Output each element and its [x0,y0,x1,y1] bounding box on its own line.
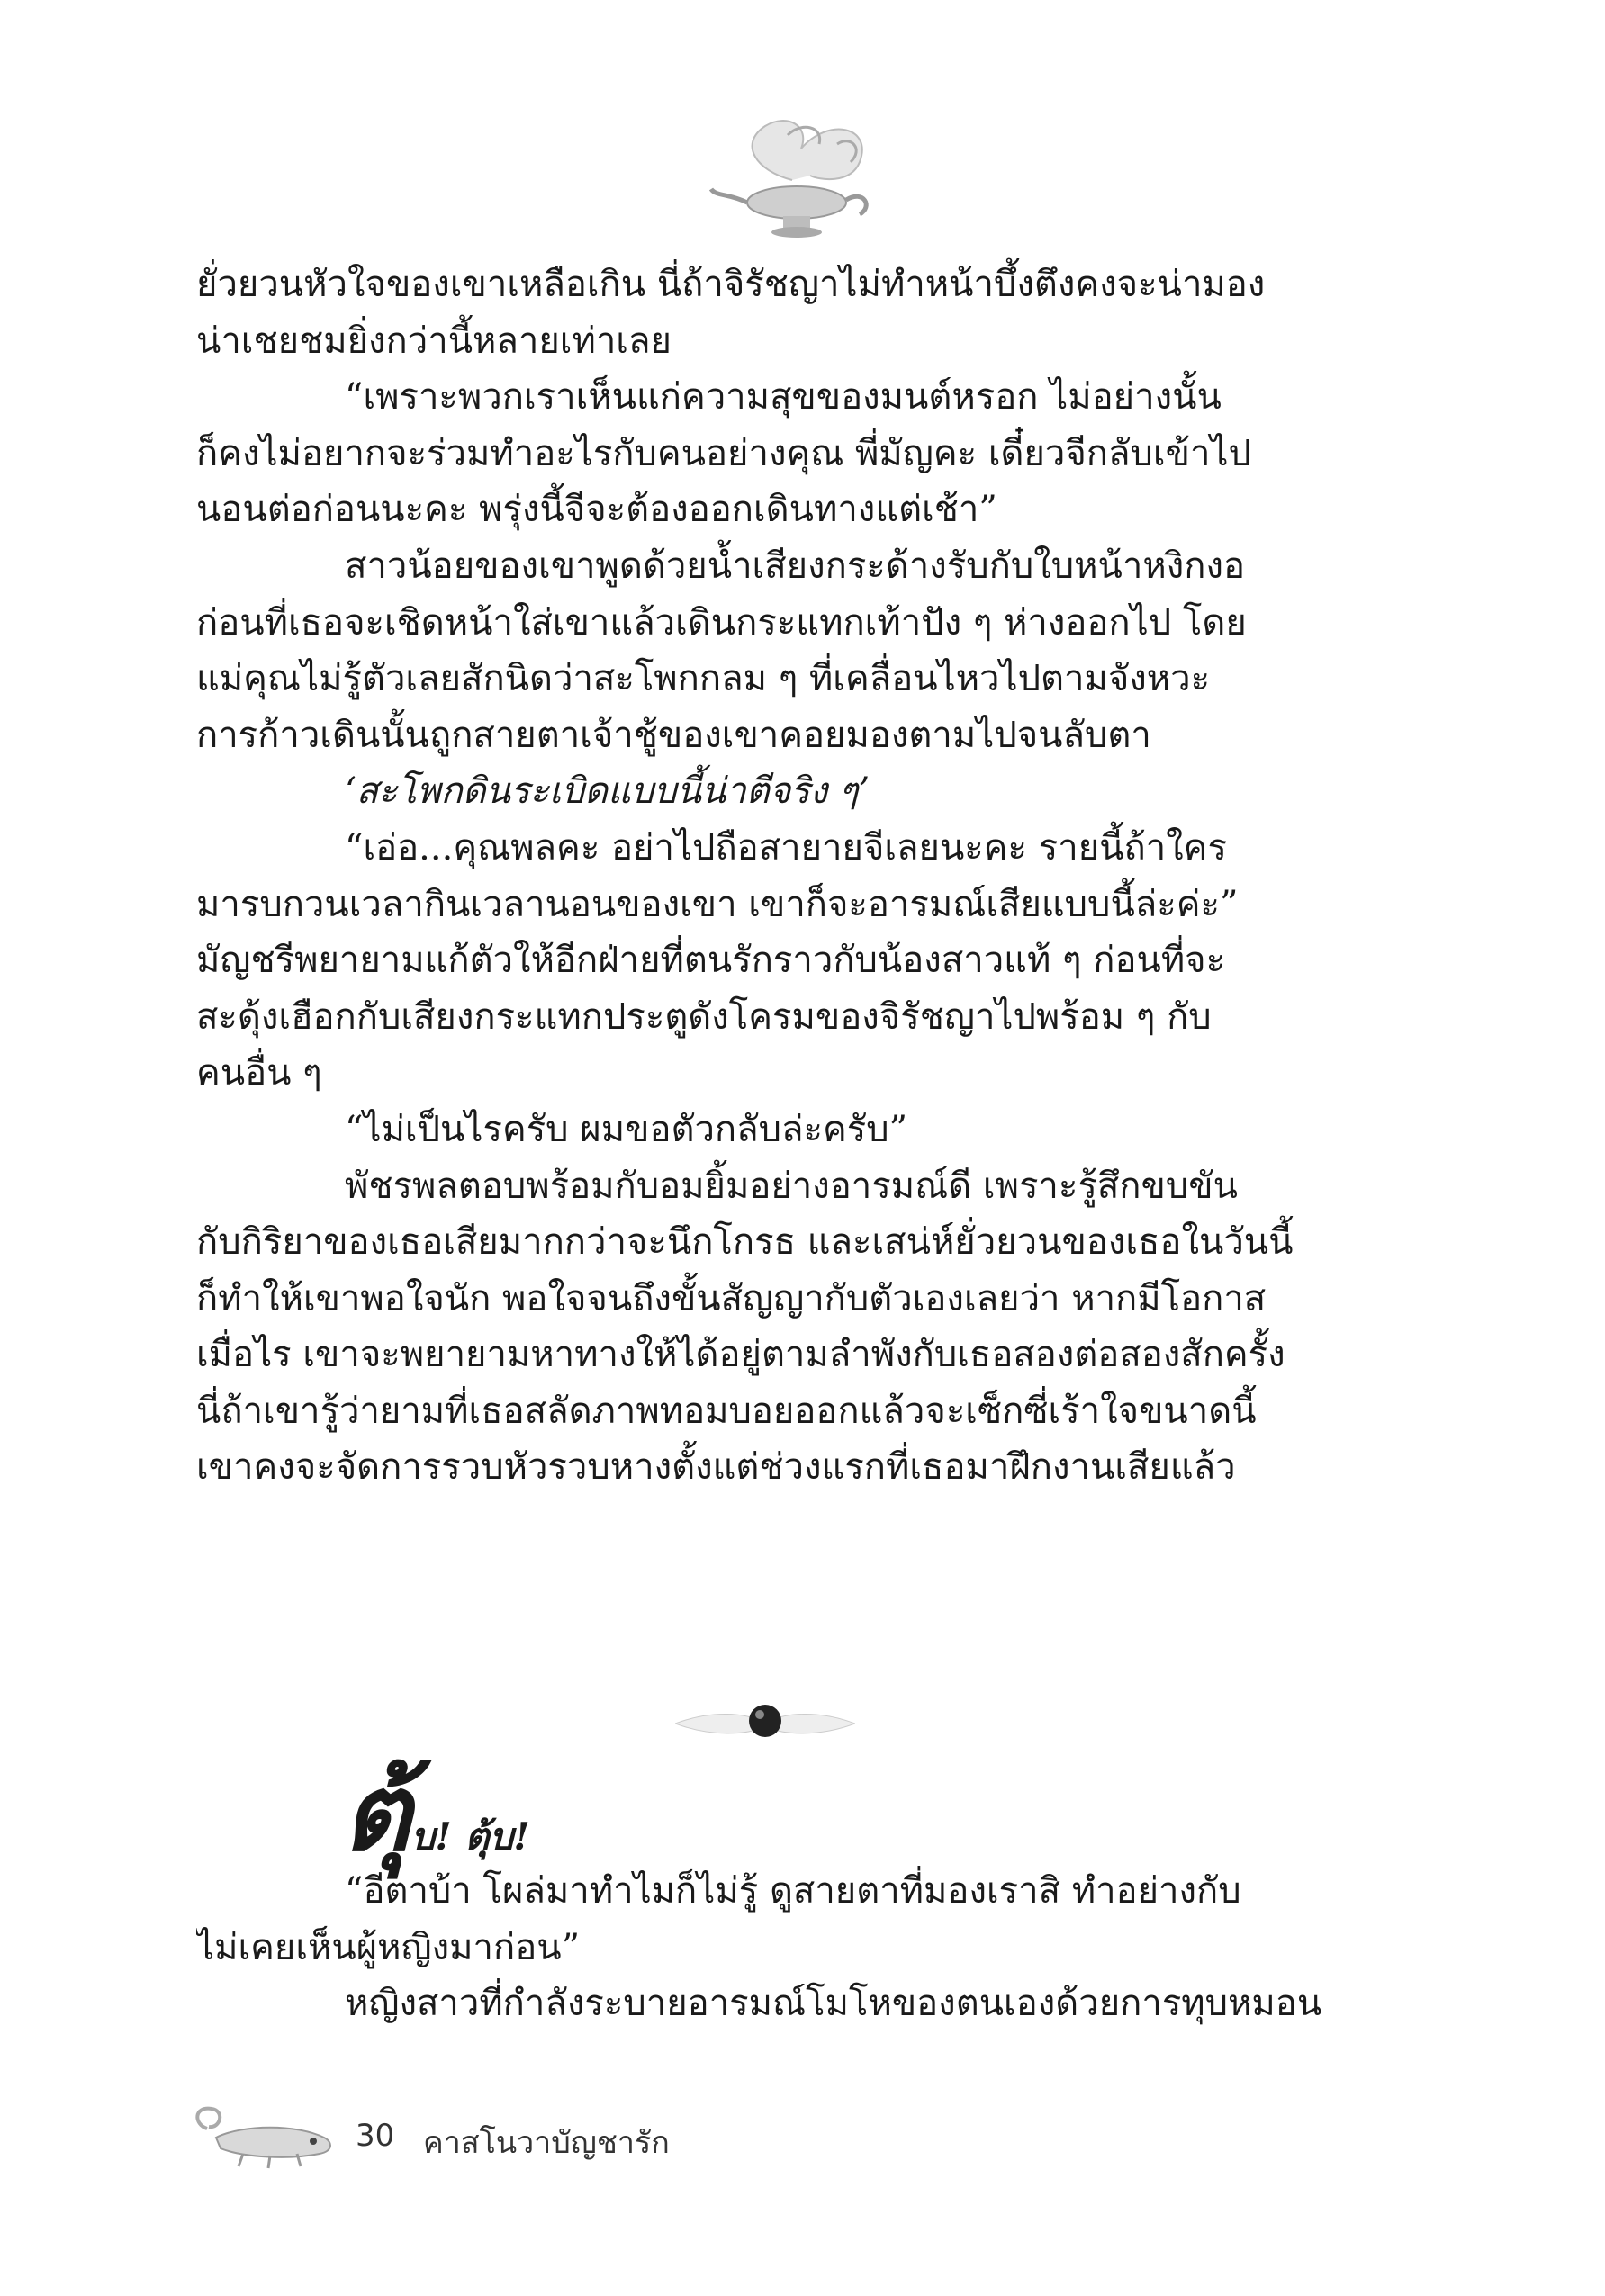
chameleon-icon [189,2102,342,2174]
text-line: เขาคงจะจัดการรวบหัวรวบหางตั้งแต่ช่วงแรกที่เธอมาฝึกงานเสียแล้ว [196,1446,1236,1489]
drop-cap: ตุ้ [342,1750,411,1875]
magic-lamp-ornament [702,99,900,252]
text-line: ก่อนที่เธอจะเชิดหน้าใส่เขาแล้วเดินกระแทกเท้าปัง ๆ ห่างออกไป โดย [196,601,1247,644]
section-drop-cap [342,1750,530,1875]
text-line: สะดุ้งเฮือกกับเสียงกระแทกประตูดังโครมของจิรัชญาไปพร้อม ๆ กับ [196,995,1212,1038]
text-line: แม่คุณไม่รู้ตัวเลยสักนิดว่าสะโพกกลม ๆ ที่เคลื่อนไหวไปตามจังหวะ [196,658,1211,700]
page-number: 30 [356,2118,395,2154]
text-line: การก้าวเดินนั้นถูกสายตาเจ้าชู้ของเขาคอยมองตามไปจนลับตา [196,714,1151,756]
body-text-main [196,257,1407,1496]
book-title: คาสโนวาบัญชารัก [423,2125,670,2161]
text-line: ‘สะโพกดินระเบิดแบบนี้น่าตีจริง ๆ’ [345,770,870,813]
text-line: เมื่อไร เขาจะพยายามหาทางให้ได้อยู่ตามลำพังกับเธอสองต่อสองสักครั้ง [196,1334,1285,1376]
text-line: ก็ทำให้เขาพอใจนัก พอใจจนถึงขั้นสัญญากับตัวเองเลยว่า หากมีโอกาส [196,1277,1267,1319]
gem-divider-icon [675,1692,855,1755]
text-line: พัชรพลตอบพร้อมกับอมยิ้มอย่างอารมณ์ดี เพราะรู้สึกขบขัน [345,1165,1238,1207]
text-line: คนอื่น ๆ [196,1052,322,1094]
text-line: หญิงสาวที่กำลังระบายอารมณ์โมโหของตนเองด้วยการทุบหมอน [345,1983,1322,2025]
text-line: นอนต่อก่อนนะคะ พรุ่งนี้จีจะต้องออกเดินทางแต่เช้า” [196,489,997,531]
text-line: สาวน้อยของเขาพูดด้วยน้ำเสียงกระด้างรับกับใบหน้าหงิกงอ [345,545,1245,587]
text-line: ก็คงไม่อยากจะร่วมทำอะไรกับคนอย่างคุณ พี่มัญคะ เดี๋ยวจีกลับเข้าไป [196,432,1251,474]
text-line: ไม่เคยเห็นผู้หญิงมาก่อน” [196,1926,581,1968]
text-line: “เอ่อ...คุณพลคะ อย่าไปถือสายายจีเลยนะคะ รายนี้ถ้าใคร [345,826,1227,869]
text-line: มารบกวนเวลากินเวลานอนของเขา เขาก็จะอารมณ์เสียแบบนี้ล่ะค่ะ” [196,883,1239,925]
text-line: นี่ถ้าเขารู้ว่ายามที่เธอสลัดภาพทอมบอยออกแล้วจะเซ็กซี่เร้าใจขนาดนี้ [196,1390,1257,1432]
magic-lamp-icon [702,99,900,252]
body-text-continued [196,1863,1407,2032]
text-line: “ไม่เป็นไรครับ ผมขอตัวกลับล่ะครับ” [345,1108,908,1150]
text-line: มัญชรีพยายามแก้ตัวให้อีกฝ่ายที่ตนรักราวกับน้องสาวแท้ ๆ ก่อนที่จะ [196,940,1226,982]
text-line: น่าเชยชมยิ่งกว่านี้หลายเท่าเลย [196,320,672,362]
text-line: “อีตาบ้า โผล่มาทำไมก็ไม่รู้ ดูสายตาที่มองเราสิ ทำอย่างกับ [345,1870,1241,1912]
section-divider [675,1692,855,1755]
drop-cap-rest: บ! ตุ้บ! [410,1814,530,1859]
page-footer [189,2102,819,2174]
text-line: กับกิริยาของเธอเสียมากกว่าจะนึกโกรธ และเสน่ห์ยั่วยวนของเธอในวันนี้ [196,1221,1294,1264]
text-line: “เพราะพวกเราเห็นแก่ความสุขของมนต์หรอก ไม่อย่างนั้น [345,376,1222,419]
text-line: ยั่วยวนหัวใจของเขาเหลือเกิน นี่ถ้าจิรัชญาไม่ทำหน้าบึ้งตึงคงจะน่ามอง [196,264,1266,305]
